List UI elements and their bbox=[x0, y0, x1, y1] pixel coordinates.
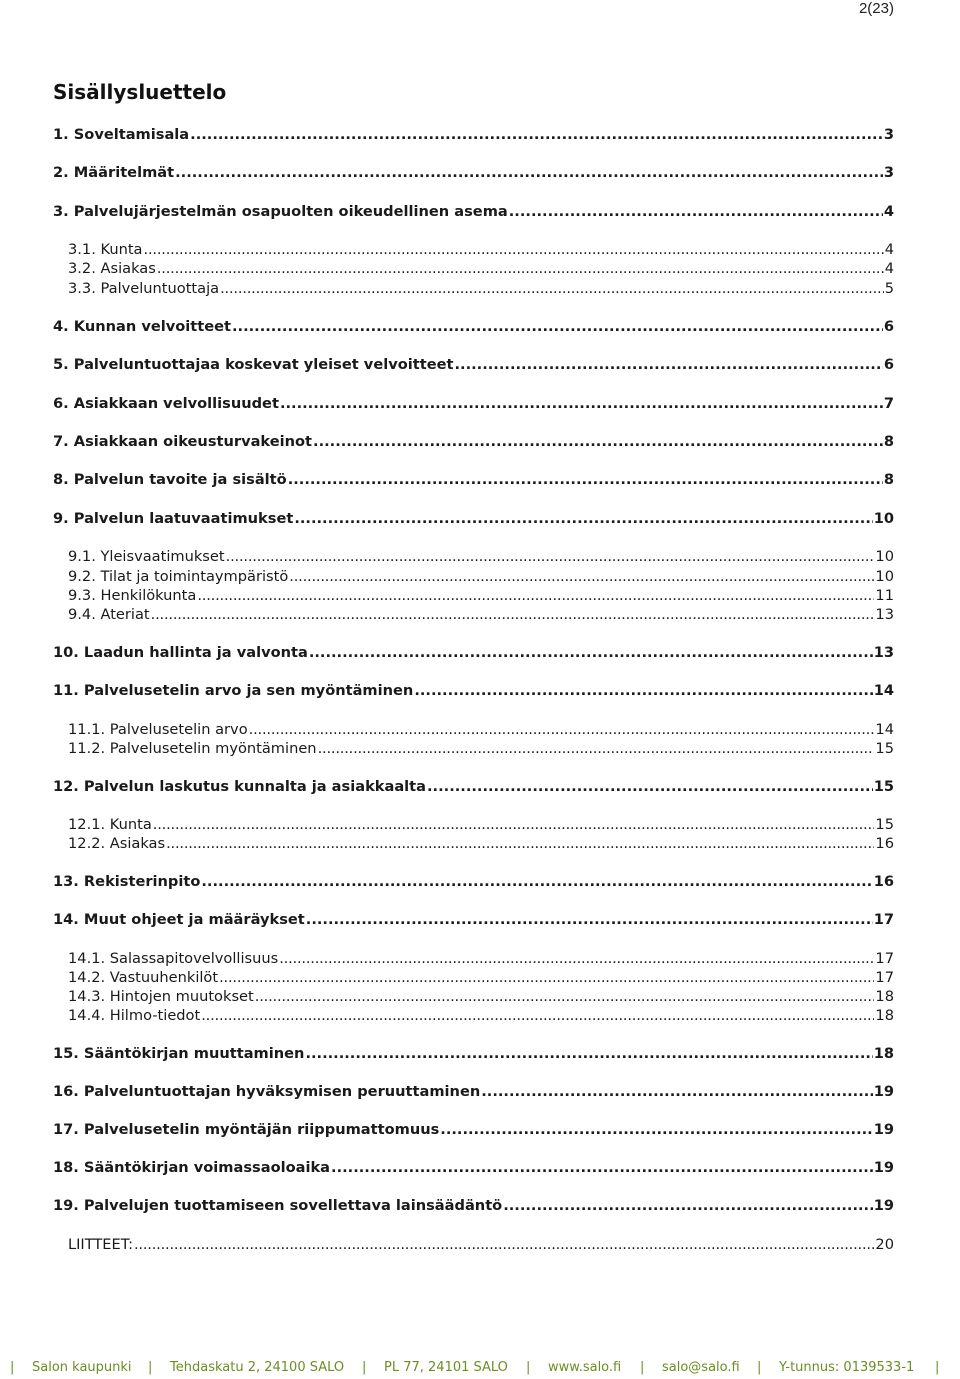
toc-dot-leader bbox=[232, 318, 883, 335]
toc-entry-page: 6 bbox=[883, 318, 894, 335]
toc-entry[interactable] bbox=[53, 1045, 894, 1062]
toc-entry-label: 18. Sääntökirjan voimassaoloaika bbox=[53, 1159, 331, 1176]
toc-entry-label: 3.2. Asiakas bbox=[68, 260, 156, 277]
toc-entry-label: 11.1. Palvelusetelin arvo bbox=[68, 721, 248, 738]
toc-entry-label: 14.1. Salassapitovelvollisuus bbox=[68, 950, 279, 967]
toc-entry-page: 15 bbox=[873, 778, 894, 795]
toc-entry[interactable] bbox=[53, 1159, 894, 1176]
toc-subentry[interactable] bbox=[68, 1236, 894, 1253]
toc-dot-leader bbox=[151, 606, 875, 623]
toc-entry-page: 4 bbox=[884, 241, 894, 258]
toc-subentry[interactable] bbox=[68, 606, 894, 623]
toc-subentry[interactable] bbox=[68, 835, 894, 852]
toc-entry-page: 20 bbox=[875, 1236, 894, 1253]
toc-entry-label: 9. Palvelun laatuvaatimukset bbox=[53, 510, 294, 527]
toc-entry-label: 19. Palvelujen tuottamiseen sovellettava lainsäädäntö bbox=[53, 1197, 503, 1214]
toc-entry-page: 19 bbox=[873, 1159, 894, 1176]
toc-subentry[interactable] bbox=[68, 241, 894, 258]
toc-entry-page: 14 bbox=[873, 682, 894, 699]
toc-dot-leader bbox=[331, 1159, 873, 1176]
toc-entry-page: 19 bbox=[873, 1121, 894, 1138]
toc-entry-label: 8. Palvelun tavoite ja sisältö bbox=[53, 471, 287, 488]
toc-entry[interactable] bbox=[53, 778, 894, 795]
toc-dot-leader bbox=[220, 280, 884, 297]
toc-entry-label: 11. Palvelusetelin arvo ja sen myöntäminen bbox=[53, 682, 414, 699]
toc-entry-page: 11 bbox=[875, 587, 894, 604]
toc-entry[interactable] bbox=[53, 1083, 894, 1100]
toc-entry[interactable] bbox=[53, 356, 894, 373]
toc-dot-leader bbox=[219, 969, 874, 986]
toc-dot-leader bbox=[455, 356, 883, 373]
toc-dot-leader bbox=[197, 587, 874, 604]
toc-entry[interactable] bbox=[53, 126, 894, 143]
toc-entry-page: 18 bbox=[875, 988, 894, 1005]
toc-entry-page: 10 bbox=[875, 548, 894, 565]
toc-dot-leader bbox=[201, 1007, 874, 1024]
toc-entry[interactable] bbox=[53, 203, 894, 220]
footer-street: Tehdaskatu 2, 24100 SALO bbox=[170, 1360, 345, 1375]
toc-dot-leader bbox=[134, 1236, 874, 1253]
toc-entry-label: 12.2. Asiakas bbox=[68, 835, 166, 852]
toc-dot-leader bbox=[318, 740, 875, 757]
toc-dot-leader bbox=[280, 395, 883, 412]
toc-subentry[interactable] bbox=[68, 280, 894, 297]
toc-entry-label: 14. Muut ohjeet ja määräykset bbox=[53, 911, 305, 928]
footer-separator: | bbox=[526, 1360, 531, 1375]
toc-entry-label: 14.3. Hintojen muutokset bbox=[68, 988, 254, 1005]
toc-entry-label: 11.2. Palvelusetelin myöntäminen bbox=[68, 740, 317, 757]
toc-entry-page: 17 bbox=[875, 950, 894, 967]
toc-entry-page: 18 bbox=[875, 1007, 894, 1024]
toc-entry-label: 6. Asiakkaan velvollisuudet bbox=[53, 395, 279, 412]
toc-entry[interactable] bbox=[53, 164, 894, 181]
toc-entry-label: 1. Soveltamisala bbox=[53, 126, 190, 143]
toc-entry-page: 3 bbox=[883, 126, 894, 143]
toc-subentry[interactable] bbox=[68, 969, 894, 986]
footer-business-id: Y-tunnus: 0139533-1 bbox=[779, 1360, 915, 1375]
toc-entry[interactable] bbox=[53, 510, 894, 527]
toc-entry[interactable] bbox=[53, 682, 894, 699]
toc-entry-label: 12. Palvelun laskutus kunnalta ja asiakkaalta bbox=[53, 778, 427, 795]
toc-entry[interactable] bbox=[53, 318, 894, 335]
toc-entry-page: 15 bbox=[875, 816, 894, 833]
page-footer bbox=[0, 1360, 960, 1378]
toc-entry-page: 4 bbox=[884, 260, 894, 277]
toc-entry-label: 2. Määritelmät bbox=[53, 164, 175, 181]
toc-dot-leader bbox=[226, 548, 875, 565]
toc-dot-leader bbox=[306, 911, 873, 928]
toc-entry-label: 3. Palvelujärjestelmän osapuolten oikeudellinen asema bbox=[53, 203, 508, 220]
footer-separator: | bbox=[10, 1360, 15, 1375]
toc-entry-page: 17 bbox=[873, 911, 894, 928]
toc-entry[interactable] bbox=[53, 644, 894, 661]
footer-separator: | bbox=[148, 1360, 153, 1375]
toc-entry[interactable] bbox=[53, 471, 894, 488]
toc-dot-leader bbox=[509, 203, 883, 220]
toc-subentry[interactable] bbox=[68, 740, 894, 757]
toc-entry-label: 14.4. Hilmo-tiedot bbox=[68, 1007, 201, 1024]
footer-separator: | bbox=[935, 1360, 940, 1375]
toc-entry[interactable] bbox=[53, 1197, 894, 1214]
toc-entry-label: 17. Palvelusetelin myöntäjän riippumattomuus bbox=[53, 1121, 440, 1138]
toc-subentry[interactable] bbox=[68, 1007, 894, 1024]
toc-entry-page: 10 bbox=[873, 510, 894, 527]
toc-dot-leader bbox=[414, 682, 872, 699]
toc-entry-label: LIITTEET: bbox=[68, 1236, 133, 1253]
toc-entry-label: 13. Rekisterinpito bbox=[53, 873, 201, 890]
toc-entry-label: 14.2. Vastuuhenkilöt bbox=[68, 969, 219, 986]
toc-dot-leader bbox=[201, 873, 872, 890]
footer-web[interactable]: www.salo.fi bbox=[548, 1360, 622, 1375]
toc-entry-label: 3.1. Kunta bbox=[68, 241, 143, 258]
toc-dot-leader bbox=[309, 644, 873, 661]
toc-dot-leader bbox=[481, 1083, 872, 1100]
toc-entry-page: 8 bbox=[883, 433, 894, 450]
toc-dot-leader bbox=[157, 260, 884, 277]
toc-entry[interactable] bbox=[53, 911, 894, 928]
toc-entry-page: 16 bbox=[875, 835, 894, 852]
toc-entry-label: 15. Sääntökirjan muuttaminen bbox=[53, 1045, 305, 1062]
toc-entry-page: 13 bbox=[875, 606, 894, 623]
toc-title: Sisällysluettelo bbox=[53, 80, 227, 104]
toc-entry-page: 6 bbox=[883, 356, 894, 373]
toc-dot-leader bbox=[294, 510, 872, 527]
toc-subentry[interactable] bbox=[68, 950, 894, 967]
toc-dot-leader bbox=[175, 164, 883, 181]
toc-subentry[interactable] bbox=[68, 260, 894, 277]
toc-entry-label: 3.3. Palveluntuottaja bbox=[68, 280, 220, 297]
toc-entry-label: 7. Asiakkaan oikeusturvakeinot bbox=[53, 433, 313, 450]
footer-po-box: PL 77, 24101 SALO bbox=[384, 1360, 508, 1375]
toc-dot-leader bbox=[166, 835, 874, 852]
toc-subentry[interactable] bbox=[68, 568, 894, 585]
toc-entry-label: 5. Palveluntuottajaa koskevat yleiset velvoitteet bbox=[53, 356, 454, 373]
toc-subentry[interactable] bbox=[68, 548, 894, 565]
toc-entry-page: 7 bbox=[883, 395, 894, 412]
toc-entry-page: 17 bbox=[875, 969, 894, 986]
toc-dot-leader bbox=[427, 778, 873, 795]
toc-dot-leader bbox=[255, 988, 875, 1005]
toc-subentry[interactable] bbox=[68, 721, 894, 738]
toc-dot-leader bbox=[503, 1197, 872, 1214]
toc-dot-leader bbox=[289, 568, 874, 585]
toc-entry[interactable] bbox=[53, 395, 894, 412]
toc-entry-page: 18 bbox=[873, 1045, 894, 1062]
toc-subentry[interactable] bbox=[68, 816, 894, 833]
footer-separator: | bbox=[757, 1360, 762, 1375]
toc-dot-leader bbox=[249, 721, 875, 738]
toc-entry-label: 9.4. Ateriat bbox=[68, 606, 150, 623]
toc-dot-leader bbox=[305, 1045, 872, 1062]
footer-separator: | bbox=[362, 1360, 367, 1375]
toc-dot-leader bbox=[190, 126, 883, 143]
footer-email[interactable]: salo@salo.fi bbox=[662, 1360, 740, 1375]
toc-subentry[interactable] bbox=[68, 587, 894, 604]
toc-entry-page: 3 bbox=[883, 164, 894, 181]
toc-entry[interactable] bbox=[53, 873, 894, 890]
toc-entry-label: 9.1. Yleisvaatimukset bbox=[68, 548, 225, 565]
toc-entry-page: 14 bbox=[875, 721, 894, 738]
toc-entry-label: 16. Palveluntuottajan hyväksymisen peruuttaminen bbox=[53, 1083, 481, 1100]
toc-dot-leader bbox=[144, 241, 884, 258]
toc-entry-label: 9.3. Henkilökunta bbox=[68, 587, 197, 604]
toc-entry-page: 13 bbox=[873, 644, 894, 661]
toc-dot-leader bbox=[279, 950, 874, 967]
toc-entry-page: 10 bbox=[875, 568, 894, 585]
toc-entry-label: 12.1. Kunta bbox=[68, 816, 152, 833]
toc-entry-page: 5 bbox=[884, 280, 894, 297]
toc-dot-leader bbox=[440, 1121, 872, 1138]
toc-dot-leader bbox=[288, 471, 883, 488]
footer-org: Salon kaupunki bbox=[32, 1360, 132, 1375]
toc-dot-leader bbox=[313, 433, 883, 450]
toc-entry-label: 9.2. Tilat ja toimintaympäristö bbox=[68, 568, 289, 585]
toc-entry-page: 4 bbox=[883, 203, 894, 220]
toc-entry-page: 8 bbox=[883, 471, 894, 488]
toc-entry-page: 19 bbox=[873, 1083, 894, 1100]
toc-entry-page: 15 bbox=[875, 740, 894, 757]
toc-entry-label: 10. Laadun hallinta ja valvonta bbox=[53, 644, 308, 661]
toc-entry-label: 4. Kunnan velvoitteet bbox=[53, 318, 231, 335]
toc-subentry[interactable] bbox=[68, 988, 894, 1005]
toc-entry[interactable] bbox=[53, 1121, 894, 1138]
footer-separator: | bbox=[640, 1360, 645, 1375]
toc-entry-page: 16 bbox=[873, 873, 894, 890]
toc-dot-leader bbox=[153, 816, 875, 833]
toc-entry-page: 19 bbox=[873, 1197, 894, 1214]
toc-entry[interactable] bbox=[53, 433, 894, 450]
page-number: 2(23) bbox=[858, 0, 894, 17]
